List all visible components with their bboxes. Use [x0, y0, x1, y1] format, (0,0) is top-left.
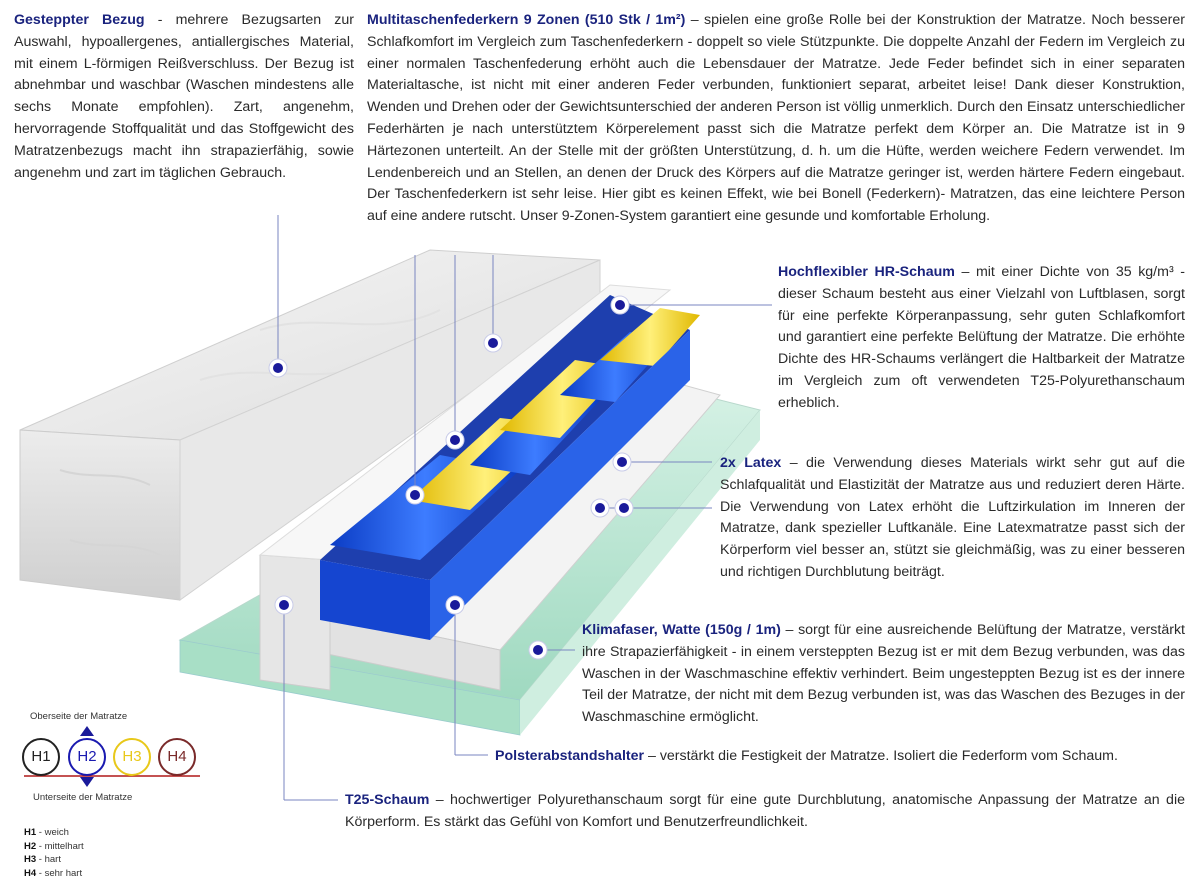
hr-text: mit einer Dichte von 35 kg/m³ - dieser Schaum besteht aus einer Vielzahl von Luftblasen, sorgt für eine perfekte Körperanpassung, sehr guten Schlafkomfort und garantiert eine perfekte Belüftung der Matratze. Die erhöhte Dichte des HR-Schaums verlängert die Haltbarkeit der Matratze im Vergleich zum oft verwendeten T25-Polyurethanschaum erheblich.: [778, 264, 1185, 411]
bezug-separator: -: [144, 12, 176, 28]
hardness-key-item: [24, 867, 84, 881]
marker-polster: [446, 596, 464, 614]
hardness-key-item: [24, 840, 84, 854]
hardness-h1-circle: H1: [22, 738, 60, 776]
t25-schaum-description: [345, 790, 1185, 834]
hardness-key-item: [24, 826, 84, 840]
hr-separator: –: [954, 264, 976, 280]
polsterabstandshalter-description: [495, 746, 1185, 768]
klimafaser-description: [582, 620, 1185, 729]
latex-separator: –: [781, 455, 807, 471]
polster-heading: Polsterabstandshalter: [495, 748, 645, 764]
hardness-h4-circle: H4: [158, 738, 196, 776]
marker-hr: [611, 296, 629, 314]
legend-top-caption: Oberseite der Matratze: [30, 711, 128, 722]
multi-heading: Multitaschenfederkern 9 Zonen (510 Stk / 1m²): [367, 12, 686, 28]
hardness-code: H1: [24, 827, 37, 838]
latex-description: [720, 453, 1185, 584]
t25-text: hochwertiger Polyurethanschaum sorgt für eine gute Durchblutung, anatomische Anpassung der Matratze an die Körperform. Es stärkt das Gefühl von Komfort und Benutzerfreundlichkeit.: [345, 792, 1185, 830]
multi-text: spielen eine große Rolle bei der Konstruktion der Matratze. Noch besserer Schlafkomfort im Vergleich zum Taschenfederkern - doppelt so viele Stützpunkte. Die doppelte Anzahl der Federn im Vergleich zu einer normalen Taschenfederung erhöht auch die Lebensdauer der Matratze. Jede Feder befindet sich in einer separaten Materialtasche, ist nicht mit einer anderen Feder verbunden, funktioniert separat, arbeitet leise! Dank dieser Konstruktion, Wenden und Drehen oder der Gewichtsunterschied der anderen Person ist völlig unmerklich. Durch den Einsatz unterschiedlicher Federhärten je nach unterstütztem Körperelement passt sich die Matratze perfekt dem Körper an. Die Matratze ist in 9 Härtezonen unterteilt. An der Stelle mit der größten Unterstützung, d. h. um die Hüfte, werden weichere Federn verwendet. Im Lendenbereich und an Stellen, an denen der Druck des Körpers auf die Matratze geringer ist, werden härtere Federn eingebaut. Der Taschenfederkern ist sehr leise. Hier gibt es keinen Effekt, wie bei Bonell (Federkern)- Matratzen, das eine leichtere Person auf eine andere rutscht. Unser 9-Zonen-System garantiert eine gesunde und komfortable Erholung.: [367, 12, 1185, 225]
hardness-desc: - hart: [36, 854, 61, 866]
hardness-key-item: [24, 853, 84, 867]
bezug-description: [14, 10, 354, 184]
hr-schaum-description: [778, 262, 1185, 415]
hardness-desc: - mittelhart: [36, 840, 84, 852]
marker-latex-2: [591, 499, 609, 517]
klima-heading: Klimafaser, Watte (150g / 1m): [582, 622, 781, 638]
hardness-desc: - weich: [36, 827, 69, 838]
marker-bezug: [269, 359, 287, 377]
hardness-desc: - sehr hart: [36, 867, 83, 879]
latex-text: die Verwendung dieses Materials wirkt sehr gut auf die Schlafqualität und Elastizität der Matratze aus und reduziert deren Härte. Die Verwendung von Latex erhöht die Luftzirkulation im Inneren der Matratze, dank spezieller Luftkanäle. Eine Latexmatratze passt sich der Körperform viel besser an, stützt sie gleichmäßig, was zu einer besseren und richtigen Durchblutung beiträgt.: [720, 455, 1185, 580]
hardness-code: H2: [24, 840, 37, 852]
multitaschenfederkern-description: [367, 10, 1185, 228]
marker-spring-1: [406, 486, 424, 504]
klima-separator: –: [780, 622, 799, 638]
multi-separator: –: [685, 12, 704, 28]
marker-spring-2: [446, 431, 464, 449]
t25-heading: T25-Schaum: [345, 792, 430, 808]
klima-text: sorgt für eine ausreichende Belüftung der Matratze, verstärkt ihre Strapazierfähigkeit - in einem versteppten Bezug ist er mit dem Bezug verbunden, was das Waschen in der Waschmaschine effektiv verhindert. Beim ungesteppten Bezug ist es der innere Teil der Matratze, der nicht mit dem Bezug verbunden ist, was das Waschen des Bezuges in der Waschmaschine ermöglicht.: [582, 622, 1185, 726]
bezug-heading: Gesteppter Bezug: [14, 12, 145, 28]
marker-spring-3: [484, 334, 502, 352]
latex-heading: 2x Latex: [720, 455, 782, 471]
hardness-h2-circle: H2: [68, 738, 106, 776]
hardness-code: H3: [24, 854, 37, 866]
hardness-h3-circle: H3: [113, 738, 151, 776]
marker-klima: [529, 641, 547, 659]
hardness-code: H4: [24, 867, 37, 879]
hr-heading: Hochflexibler HR-Schaum: [778, 264, 955, 280]
legend-bottom-caption: Unterseite der Matratze: [33, 792, 133, 803]
hardness-key: [24, 826, 84, 880]
marker-t25: [275, 596, 293, 614]
polster-separator: –: [644, 748, 660, 764]
marker-latex-1: [613, 453, 631, 471]
polster-text: verstärkt die Festigkeit der Matratze. Isoliert die Federform vom Schaum.: [659, 748, 1118, 764]
bezug-text: mehrere Bezugsarten zur Auswahl, hypoallergenes, antiallergisches Material, mit einem L-förmigen Reißverschluss. Der Bezug ist abnehmbar und waschbar (Waschen mindestens alle sechs Monate empfohlen). Zart, angenehm, hervorragende Stoffqualität und das Stoffgewicht des Matratzenbezugs macht ihn strapazierfähig, sowie angenehm und zart im täglichen Gebrauch.: [14, 12, 354, 181]
marker-latex-3: [615, 499, 633, 517]
t25-separator: –: [429, 792, 451, 808]
